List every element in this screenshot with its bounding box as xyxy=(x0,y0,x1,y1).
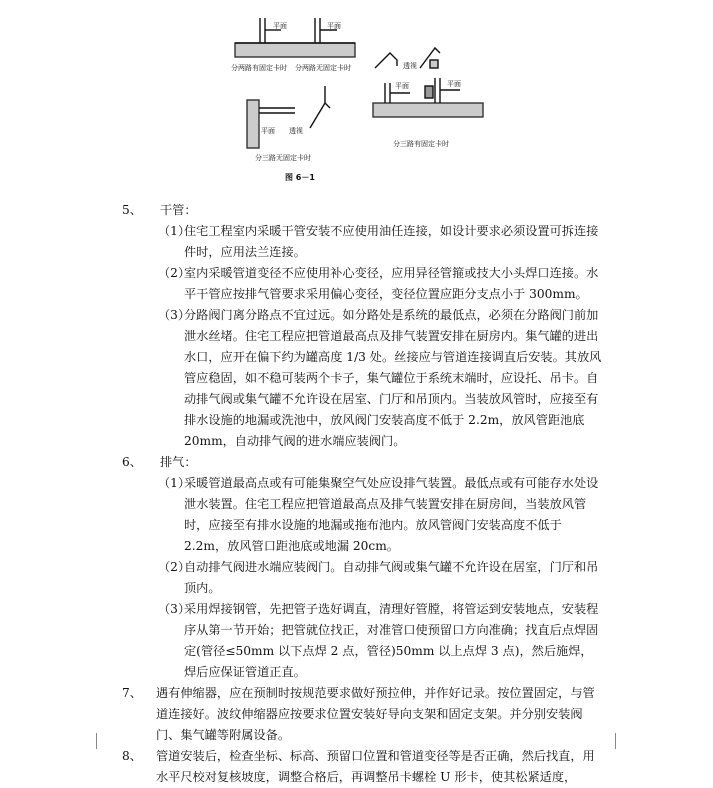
section-number: 5、 xyxy=(122,203,142,217)
section-7 xyxy=(122,683,602,746)
item-number: （2） xyxy=(158,266,191,280)
list-item xyxy=(122,221,602,263)
section-text: 管道安装后，检查坐标、标高、预留口位置和管道变径等是否正确，然后找直，用水平尺校对复核坡度，调整合格后，再调整吊卡螺栓 U 形卡，使其松紧适度， xyxy=(156,749,595,784)
three-way-fixed-drawing xyxy=(373,78,483,117)
label-plane-5: 平面 xyxy=(261,127,275,135)
item-number: （1） xyxy=(158,476,191,490)
item-text: 室内采暖管道变径不应使用补心变径，应用异径管箍或技大小头焊口连接。水平干管应按排气管要求采用偏心变径，变径位置应距分支点小于 300mm。 xyxy=(184,266,599,301)
page-corner-mark-right xyxy=(605,733,616,749)
label-two-way-unfixed: 分两路无固定卡时 xyxy=(295,64,351,72)
pipe-branch-diagram xyxy=(225,8,605,188)
three-way-unfixed-drawing xyxy=(247,86,330,148)
item-number: （3） xyxy=(158,308,191,322)
list-item xyxy=(122,599,602,683)
list-item xyxy=(122,305,602,452)
section-number: 7、 xyxy=(122,686,142,700)
item-text: 分路阀门离分路点不宜过远。如分路处是系统的最低点，必须在分路阀门前加泄水丝堵。住宅工程应把管道最高点及排气装置安排在厨房内。集气罐的进出水口，应开在偏下约为罐高度 1/3 处。丝接应与管道连接调直后安装。其放风管应稳固，如不稳可装两个卡子，集气罐位于系统末端时，应设托、吊卡。自动排气阀或集气罐不允许设在居室、门厅和吊顶内。当装放风管时，应接至有排水设施的地漏或洗池中，放风阀门安装高度不低于 2.2m，放风管距池底 20mm，自动排气阀的进水端应装阀门。 xyxy=(184,308,602,448)
label-plane-1: 平面 xyxy=(273,22,287,30)
item-text: 自动排气阀进水端应装阀门。自动排气阀或集气罐不允许设在居室，门厅和吊顶内。 xyxy=(184,560,599,595)
section-text: 遇有伸缩器，应在预制时按规范要求做好预拉伸，并作好记录。按位置固定，与管道连接好。波纹伸缩器应按要求位置安装好导向支架和固定支架。并分别安装阀门、集气罐等附属设备。 xyxy=(156,686,595,742)
list-item xyxy=(122,263,602,305)
label-perspective-1: 透视 xyxy=(403,62,417,70)
section-title: 排气： xyxy=(160,455,197,469)
section-number: 8、 xyxy=(122,749,142,763)
item-number: （2） xyxy=(158,560,191,574)
label-plane-4: 平面 xyxy=(447,80,461,88)
list-item xyxy=(122,557,602,599)
section-number: 6、 xyxy=(122,455,142,469)
section-title: 干管： xyxy=(160,203,197,217)
item-number: （1） xyxy=(158,224,191,238)
document-body xyxy=(122,200,602,788)
figure-caption: 图 6－1 xyxy=(285,173,315,182)
page-corner-mark-left xyxy=(96,733,107,749)
item-text: 住宅工程室内采暖干管安装不应使用油任连接，如设计要求必须设置可拆连接件时，应用法兰连接。 xyxy=(184,224,599,259)
section-8 xyxy=(122,746,602,788)
list-item xyxy=(122,473,602,557)
section-5 xyxy=(122,200,602,221)
pipe-branch-figure xyxy=(225,8,605,188)
section-6 xyxy=(122,452,602,473)
label-plane-3: 平面 xyxy=(395,82,409,90)
label-perspective-2: 透视 xyxy=(289,127,303,135)
label-two-way-fixed: 分两路有固定卡时 xyxy=(231,64,287,72)
item-number: （3） xyxy=(158,602,191,616)
label-plane-2: 平面 xyxy=(327,22,341,30)
label-three-way-unfixed: 分三路无固定卡时 xyxy=(255,154,311,162)
item-text: 采暖管道最高点或有可能集聚空气处应设排气装置。最低点或有可能存水处设泄水装置。住宅工程应把管道最高点及排气装置安排在厨房间，当装放风管时，应接至有排水设施的地漏或拖布池内。放风管阀门安装高度不低于 2.2m，放风管口距池底或地漏 20cm。 xyxy=(184,476,599,553)
item-text: 采用焊接钢管，先把管子选好调直，清理好管膛，将管运到安装地点，安装程序从第一节开始；把管就位找正，对准管口使预留口方向准确；找直后点焊固定(管径≤50mm 以下点焊 2 点，管径)50mm 以上点焊 3 点)，然后施焊，焊后应保证管道正直。 xyxy=(184,602,599,679)
label-three-way-fixed: 分三路有固定卡时 xyxy=(393,140,449,148)
